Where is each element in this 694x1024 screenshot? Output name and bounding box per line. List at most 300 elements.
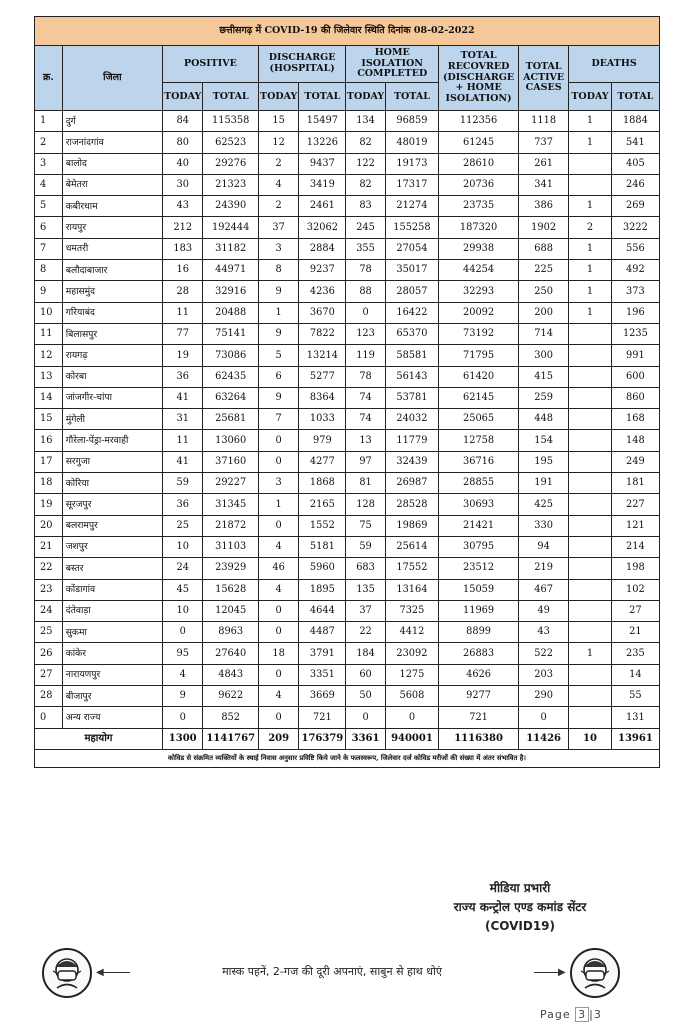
cell-dis-total: 13226 [299,132,346,153]
cell-recovered: 20092 [439,302,519,323]
cell-pos-total: 15628 [203,579,258,600]
cell-death-today [569,664,612,685]
cell-active: 467 [519,579,569,600]
arrow-left-icon: ◀ [96,967,104,978]
cell-dis-today: 0 [258,707,299,728]
cell-hi-total: 58581 [385,345,438,366]
cell-pos-today: 36 [162,366,203,387]
cell-death-today [569,686,612,707]
cell-death-today [569,622,612,643]
cell-dis-today: 3 [258,473,299,494]
cell-hi-total: 11779 [385,430,438,451]
cell-hi-total: 0 [385,707,438,728]
cell-sn: 17 [35,451,63,472]
cell-death-today: 1 [569,643,612,664]
table-row [35,111,660,132]
cell-active: 250 [519,281,569,302]
cell-hi-today: 82 [346,174,385,195]
cell-pos-total: 31345 [203,494,258,515]
cell-district: धमतरी [62,238,162,259]
cell-hi-total: 7325 [385,600,438,621]
cell-active: 43 [519,622,569,643]
table-row [35,430,660,451]
grand-total-row [35,728,660,749]
header-hi-today: TODAY [346,83,385,111]
cell-active: 714 [519,323,569,344]
cell-death-total: 541 [611,132,659,153]
cell-hi-today: 683 [346,558,385,579]
cell-dis-today: 0 [258,515,299,536]
cell-district: बलरामपुर [62,515,162,536]
cell-death-total: 198 [611,558,659,579]
cell-hi-total: 17317 [385,174,438,195]
cell-sn: 5 [35,196,63,217]
cell-death-total: 405 [611,153,659,174]
cell-district: कोरिया [62,473,162,494]
covid-district-table [34,16,660,768]
cell-dis-today: 0 [258,664,299,685]
cell-dis-total: 13214 [299,345,346,366]
cell-pos-total: 44971 [203,260,258,281]
cell-active: 1902 [519,217,569,238]
cell-death-total: 991 [611,345,659,366]
header-positive: POSITIVE [162,46,258,83]
cell-dis-today: 0 [258,622,299,643]
cell-hi-today: 78 [346,260,385,281]
header-positive-today: TODAY [162,83,203,111]
cell-sn: 13 [35,366,63,387]
cell-dis-total: 2461 [299,196,346,217]
cell-active: 688 [519,238,569,259]
cell-hi-total: 96859 [385,111,438,132]
cell-hi-today: 83 [346,196,385,217]
cell-hi-today: 13 [346,430,385,451]
cell-hi-total: 32439 [385,451,438,472]
cell-hi-total: 28528 [385,494,438,515]
cell-pos-today: 16 [162,260,203,281]
cell-district: बिलासपुर [62,323,162,344]
cell-dis-total: 1868 [299,473,346,494]
cell-active: 154 [519,430,569,451]
cell-dis-today: 5 [258,345,299,366]
cell-active: 425 [519,494,569,515]
masked-face-icon [570,948,620,998]
cell-hi-total: 35017 [385,260,438,281]
cell-pos-total: 12045 [203,600,258,621]
cell-district: बालोद [62,153,162,174]
cell-hi-total: 4412 [385,622,438,643]
cell-district: बलौदाबाजार [62,260,162,281]
cell-district: जशपुर [62,536,162,557]
table-row [35,174,660,195]
table-row [35,409,660,430]
cell-death-total: 55 [611,686,659,707]
cell-pos-total: 31103 [203,536,258,557]
cell-death-total: 121 [611,515,659,536]
cell-pos-total: 23929 [203,558,258,579]
total-dis-today: 209 [258,728,299,749]
cell-district: कबीरधाम [62,196,162,217]
table-row [35,153,660,174]
cell-hi-total: 27054 [385,238,438,259]
cell-recovered: 61245 [439,132,519,153]
district-rows [35,111,660,729]
cell-active: 259 [519,387,569,408]
cell-pos-today: 40 [162,153,203,174]
cell-dis-today: 1 [258,302,299,323]
cell-hi-total: 65370 [385,323,438,344]
cell-hi-total: 17552 [385,558,438,579]
cell-death-total: 373 [611,281,659,302]
cell-sn: 4 [35,174,63,195]
masked-face-icon [42,948,92,998]
cell-recovered: 44254 [439,260,519,281]
table-row [35,281,660,302]
table-row [35,345,660,366]
cell-pos-today: 0 [162,622,203,643]
cell-district: सुकमा [62,622,162,643]
cell-hi-today: 74 [346,409,385,430]
cell-recovered: 71795 [439,345,519,366]
cell-district: रायपुर [62,217,162,238]
cell-hi-today: 123 [346,323,385,344]
cell-death-today [569,387,612,408]
cell-district: गौरेला-पेंड्रा-मरवाही [62,430,162,451]
cell-recovered: 12758 [439,430,519,451]
table-row [35,238,660,259]
page-number: Page 3 |3 [540,1008,602,1021]
cell-death-today [569,600,612,621]
cell-hi-today: 122 [346,153,385,174]
cell-pos-total: 25681 [203,409,258,430]
arrow-right-icon: ▶ [558,967,566,978]
cell-dis-today: 4 [258,686,299,707]
cell-hi-total: 19173 [385,153,438,174]
cell-hi-total: 28057 [385,281,438,302]
cell-sn: 21 [35,536,63,557]
cell-hi-today: 81 [346,473,385,494]
cell-recovered: 21421 [439,515,519,536]
cell-dis-total: 3791 [299,643,346,664]
cell-dis-today: 9 [258,281,299,302]
cell-pos-total: 29276 [203,153,258,174]
cell-district: बस्तर [62,558,162,579]
cell-district: नारायणपुर [62,664,162,685]
cell-death-today: 1 [569,238,612,259]
cell-pos-today: 41 [162,387,203,408]
cell-pos-total: 852 [203,707,258,728]
cell-death-total: 27 [611,600,659,621]
cell-dis-total: 32062 [299,217,346,238]
header-deaths: DEATHS [569,46,660,83]
cell-pos-today: 10 [162,600,203,621]
cell-death-today [569,536,612,557]
cell-death-today [569,409,612,430]
cell-recovered: 25065 [439,409,519,430]
cell-hi-today: 135 [346,579,385,600]
cell-hi-total: 19869 [385,515,438,536]
cell-hi-today: 88 [346,281,385,302]
footnote: कोविड से संक्रमित व्यक्तियों के स्थाई निवास अनुसार प्रविष्टि किये जाने के फलस्वरूप, जिलेवार दर्ज कोविड मरीजों की संख्या में अंतर संभावित है। [35,749,660,767]
cell-hi-today: 119 [346,345,385,366]
cell-dis-total: 9237 [299,260,346,281]
footer-band [0,944,694,1006]
cell-active: 522 [519,643,569,664]
cell-pos-today: 80 [162,132,203,153]
cell-sn: 10 [35,302,63,323]
cell-pos-today: 24 [162,558,203,579]
cell-death-total: 556 [611,238,659,259]
cell-dis-today: 15 [258,111,299,132]
cell-sn: 8 [35,260,63,281]
header-total-active: TOTAL ACTIVE CASES [519,46,569,111]
cell-dis-today: 4 [258,579,299,600]
table-row [35,515,660,536]
cell-dis-today: 9 [258,387,299,408]
cell-death-today [569,558,612,579]
cell-recovered: 8899 [439,622,519,643]
cell-dis-total: 1895 [299,579,346,600]
cell-active: 225 [519,260,569,281]
cell-district: राजनांदगांव [62,132,162,153]
cell-active: 203 [519,664,569,685]
cell-hi-today: 75 [346,515,385,536]
cell-recovered: 23512 [439,558,519,579]
cell-hi-today: 128 [346,494,385,515]
cell-pos-total: 20488 [203,302,258,323]
cell-dis-total: 721 [299,707,346,728]
cell-sn: 25 [35,622,63,643]
cell-district: दुर्ग [62,111,162,132]
table-row [35,451,660,472]
cell-sn: 14 [35,387,63,408]
cell-hi-today: 59 [346,536,385,557]
total-hi-total: 940001 [385,728,438,749]
cell-hi-today: 74 [346,387,385,408]
cell-dis-total: 2165 [299,494,346,515]
cell-recovered: 11969 [439,600,519,621]
table-row [35,494,660,515]
cell-dis-today: 4 [258,536,299,557]
table-row [35,664,660,685]
cell-sn: 6 [35,217,63,238]
total-recovered: 1116380 [439,728,519,749]
table-row [35,260,660,281]
cell-death-today [569,174,612,195]
cell-death-total: 148 [611,430,659,451]
cell-dis-today: 3 [258,238,299,259]
table-row [35,579,660,600]
cell-pos-total: 29227 [203,473,258,494]
cell-pos-total: 9622 [203,686,258,707]
cell-pos-total: 73086 [203,345,258,366]
cell-death-today [569,473,612,494]
total-death-total: 13961 [611,728,659,749]
cell-pos-today: 45 [162,579,203,600]
header-home-isolation: HOME ISOLATION COMPLETED [346,46,439,83]
cell-recovered: 28855 [439,473,519,494]
table-row [35,366,660,387]
cell-pos-today: 36 [162,494,203,515]
cell-pos-total: 32916 [203,281,258,302]
page-current: 3 [575,1007,589,1022]
cell-dis-today: 37 [258,217,299,238]
cell-pos-today: 25 [162,515,203,536]
cell-dis-today: 2 [258,153,299,174]
cell-hi-total: 1275 [385,664,438,685]
cell-death-total: 14 [611,664,659,685]
cell-dis-total: 4236 [299,281,346,302]
cell-dis-today: 9 [258,323,299,344]
cell-district: रायगढ़ [62,345,162,366]
cell-dis-total: 4277 [299,451,346,472]
table-row [35,686,660,707]
cell-dis-today: 0 [258,430,299,451]
cell-death-total: 168 [611,409,659,430]
cell-recovered: 36716 [439,451,519,472]
cell-pos-total: 27640 [203,643,258,664]
report-title: छत्तीसगढ़ में COVID-19 की जिलेवार स्थिति दिनांक 08-02-2022 [35,17,660,46]
cell-sn: 15 [35,409,63,430]
cell-district: दंतेवाड़ा [62,600,162,621]
cell-active: 341 [519,174,569,195]
cell-active: 737 [519,132,569,153]
page-label: Page [540,1008,571,1021]
cell-dis-today: 46 [258,558,299,579]
cell-death-total: 196 [611,302,659,323]
cell-recovered: 30693 [439,494,519,515]
cell-active: 94 [519,536,569,557]
cell-hi-total: 56143 [385,366,438,387]
cell-hi-total: 23092 [385,643,438,664]
cell-dis-today: 8 [258,260,299,281]
slogan: मास्क पहनें, 2-गज की दूरी अपनाएं, साबुन से हाथ धोएं [130,964,534,979]
table-row [35,217,660,238]
cell-hi-total: 155258 [385,217,438,238]
total-hi-today: 3361 [346,728,385,749]
table-row [35,196,660,217]
cell-district: कोंडागांव [62,579,162,600]
cell-death-total: 1884 [611,111,659,132]
cell-district: सूरजपुर [62,494,162,515]
cell-dis-total: 8364 [299,387,346,408]
cell-pos-total: 21323 [203,174,258,195]
cell-hi-total: 25614 [385,536,438,557]
cell-death-today [569,579,612,600]
cell-dis-total: 979 [299,430,346,451]
cell-death-total: 131 [611,707,659,728]
cell-district: जांजगीर-चांपा [62,387,162,408]
grand-total-label: महायोग [35,728,163,749]
total-death-today: 10 [569,728,612,749]
cell-dis-total: 5277 [299,366,346,387]
cell-recovered: 4626 [439,664,519,685]
cell-district: गरियाबंद [62,302,162,323]
cell-pos-today: 95 [162,643,203,664]
table-row [35,643,660,664]
cell-district: मुंगेली [62,409,162,430]
total-pos-today: 1300 [162,728,203,749]
table-row [35,302,660,323]
cell-active: 448 [519,409,569,430]
table-row [35,536,660,557]
cell-hi-today: 82 [346,132,385,153]
cell-pos-total: 115358 [203,111,258,132]
table-row [35,707,660,728]
cell-pos-today: 10 [162,536,203,557]
header-discharge-total: TOTAL [299,83,346,111]
cell-death-total: 600 [611,366,659,387]
header-discharge-today: TODAY [258,83,299,111]
cell-sn: 11 [35,323,63,344]
cell-hi-today: 0 [346,707,385,728]
cell-hi-today: 78 [346,366,385,387]
cell-recovered: 73192 [439,323,519,344]
header-deaths-today: TODAY [569,83,612,111]
cell-hi-total: 48019 [385,132,438,153]
cell-death-total: 235 [611,643,659,664]
header-district: जिला [62,46,162,111]
cell-sn: 2 [35,132,63,153]
cell-pos-today: 43 [162,196,203,217]
cell-dis-today: 0 [258,451,299,472]
cell-sn: 12 [35,345,63,366]
cell-pos-today: 0 [162,707,203,728]
total-dis-total: 176379 [299,728,346,749]
table-row [35,387,660,408]
cell-death-today: 1 [569,111,612,132]
note-row [35,749,660,767]
cell-pos-total: 37160 [203,451,258,472]
cell-death-today [569,323,612,344]
cell-pos-total: 192444 [203,217,258,238]
cell-death-total: 492 [611,260,659,281]
report-sheet [34,16,660,768]
header-hi-total: TOTAL [385,83,438,111]
total-pos-total: 1141767 [203,728,258,749]
cell-sn: 16 [35,430,63,451]
cell-recovered: 15059 [439,579,519,600]
cell-dis-today: 18 [258,643,299,664]
cell-district: बेमेतरा [62,174,162,195]
cell-death-today: 2 [569,217,612,238]
cell-pos-total: 31182 [203,238,258,259]
cell-hi-today: 355 [346,238,385,259]
cell-pos-today: 11 [162,302,203,323]
cell-hi-today: 37 [346,600,385,621]
cell-pos-today: 11 [162,430,203,451]
cell-dis-today: 12 [258,132,299,153]
cell-active: 191 [519,473,569,494]
cell-recovered: 187320 [439,217,519,238]
cell-death-today: 1 [569,196,612,217]
cell-pos-total: 62435 [203,366,258,387]
cell-death-total: 214 [611,536,659,557]
cell-death-today [569,153,612,174]
cell-hi-today: 22 [346,622,385,643]
cell-active: 300 [519,345,569,366]
cell-district: कांकेर [62,643,162,664]
cell-death-total: 269 [611,196,659,217]
cell-pos-today: 77 [162,323,203,344]
officer-signature-block [380,879,660,936]
cell-sn: 26 [35,643,63,664]
cell-pos-total: 21872 [203,515,258,536]
cell-dis-today: 4 [258,174,299,195]
cell-sn: 20 [35,515,63,536]
cell-recovered: 30795 [439,536,519,557]
cell-dis-total: 7822 [299,323,346,344]
